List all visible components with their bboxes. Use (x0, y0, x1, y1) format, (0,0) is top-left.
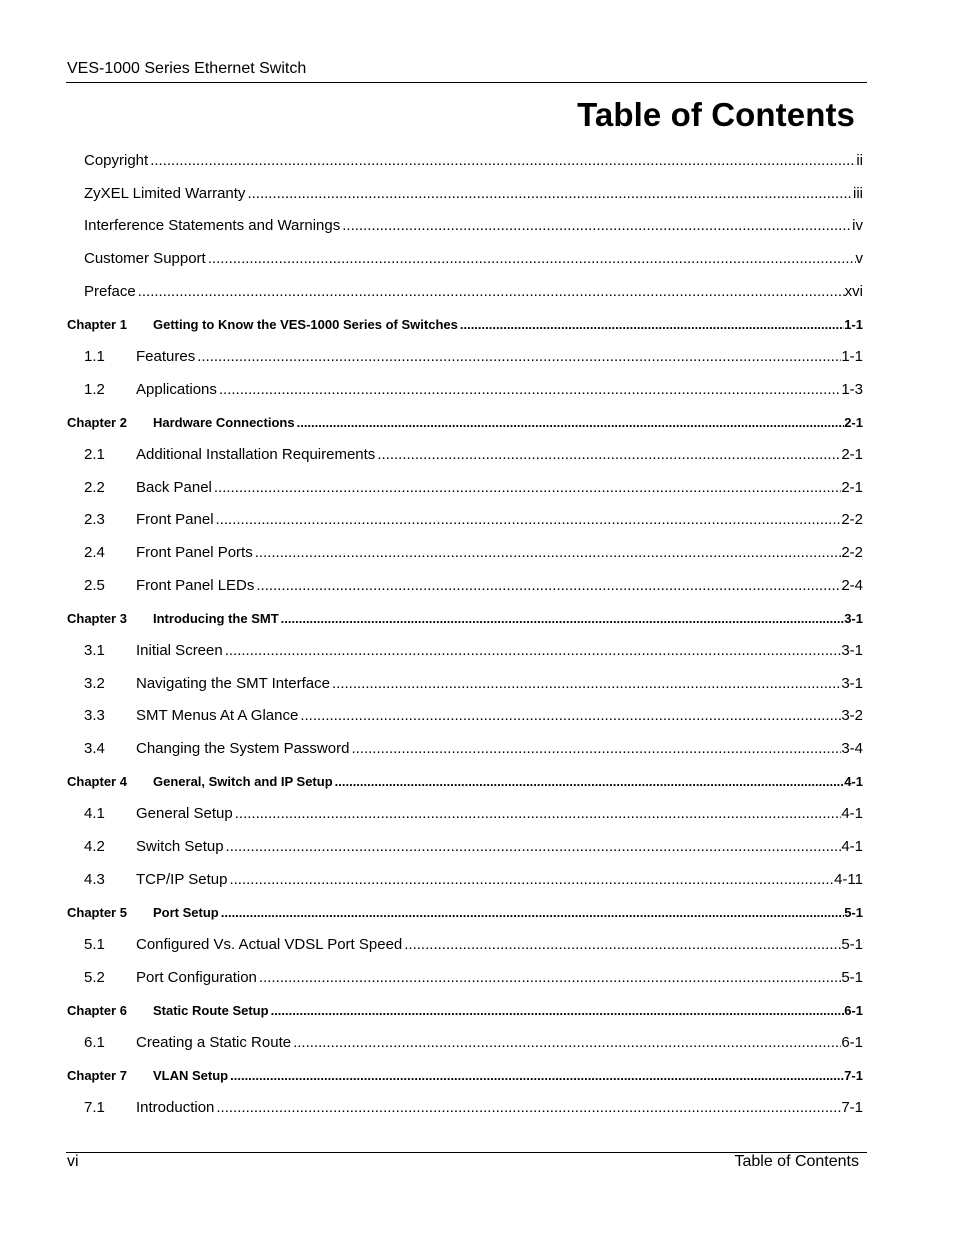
toc-section-number: 4.3 (84, 871, 105, 888)
toc-section-entry[interactable] (0, 346, 954, 368)
toc-section-entry[interactable] (0, 1032, 954, 1054)
toc-chapter-label: Chapter 5 (67, 905, 127, 920)
toc-entry-title: Changing the System Password (136, 740, 350, 757)
toc-entry-title: SMT Menus At A Glance (136, 707, 299, 724)
toc-entry-line (84, 281, 863, 303)
toc-section-entry[interactable] (0, 869, 954, 891)
toc-entry-title: Port Setup (153, 905, 219, 920)
toc-entry-line (136, 477, 863, 499)
toc-section-number: 2.4 (84, 544, 105, 561)
toc-chapter-label: Chapter 4 (67, 774, 127, 789)
toc-section-entry[interactable] (0, 705, 954, 727)
toc-entry-line (136, 1032, 863, 1054)
toc-entry-line (136, 1097, 863, 1119)
toc-dot-leader (214, 509, 842, 531)
toc-page-number: 2-1 (844, 415, 863, 430)
toc-entry-line (136, 869, 863, 891)
toc-entry-line (153, 902, 863, 924)
toc-entry-title: Hardware Connections (153, 415, 295, 430)
toc-dot-leader (214, 1097, 841, 1119)
toc-dot-leader (219, 902, 844, 924)
toc-dot-leader (233, 803, 842, 825)
footer-section-name: Table of Contents (734, 1153, 859, 1170)
toc-dot-leader (228, 1065, 844, 1087)
toc-entry-line (153, 314, 863, 336)
toc-entry-title: TCP/IP Setup (136, 871, 228, 888)
toc-section-number: 5.1 (84, 936, 105, 953)
toc-section-entry[interactable] (0, 477, 954, 499)
toc-section-number: 2.5 (84, 577, 105, 594)
toc-entry-title: General Setup (136, 805, 233, 822)
toc-dot-leader (224, 836, 842, 858)
toc-entry-line (136, 934, 863, 956)
toc-dot-leader (254, 575, 841, 597)
toc-entry-line (136, 673, 863, 695)
toc-entry-title: Configured Vs. Actual VDSL Port Speed (136, 936, 403, 953)
toc-entry-line (136, 803, 863, 825)
toc-section-number: 6.1 (84, 1034, 105, 1051)
toc-entry-title: Initial Screen (136, 642, 223, 659)
toc-section-entry[interactable] (0, 1097, 954, 1119)
toc-dot-leader (223, 640, 842, 662)
toc-dot-leader (227, 869, 834, 891)
toc-section-number: 5.2 (84, 969, 105, 986)
toc-dot-leader (195, 346, 841, 368)
toc-entry-line (136, 379, 863, 401)
toc-dot-leader (148, 150, 856, 172)
toc-entry-title: Additional Installation Requirements (136, 446, 376, 463)
toc-chapter-entry[interactable] (0, 902, 954, 924)
toc-section-entry[interactable] (0, 673, 954, 695)
toc-dot-leader (269, 1000, 845, 1022)
toc-section-entry[interactable] (0, 967, 954, 989)
toc-entry-line (153, 1000, 863, 1022)
toc-dot-leader (253, 542, 842, 564)
toc-page-number: 7-1 (841, 1099, 863, 1116)
toc-page-number: 2-2 (841, 511, 863, 528)
toc-entry-title: Applications (136, 381, 217, 398)
toc-entry-line (136, 575, 863, 597)
toc-page-number: v (855, 250, 863, 267)
footer-page-number: vi (67, 1153, 79, 1170)
toc-section-number: 3.3 (84, 707, 105, 724)
toc-section-entry[interactable] (0, 803, 954, 825)
toc-page-number: 2-1 (841, 479, 863, 496)
toc-page-number: ii (856, 152, 863, 169)
toc-entry-title: Preface (84, 283, 136, 300)
toc-page-number: 5-1 (844, 905, 863, 920)
toc-entry-line (136, 640, 863, 662)
toc-entry-title: Static Route Setup (153, 1003, 269, 1018)
toc-dot-leader (330, 673, 841, 695)
toc-entry-title: Customer Support (84, 250, 206, 267)
toc-entry-title: Back Panel (136, 479, 212, 496)
toc-entry-title: Getting to Know the VES-1000 Series of Switches (153, 317, 458, 332)
toc-chapter-label: Chapter 2 (67, 415, 127, 430)
toc-entry-line (84, 248, 863, 270)
toc-section-number: 3.1 (84, 642, 105, 659)
toc-page-number: 5-1 (841, 969, 863, 986)
toc-page-number: 2-2 (841, 544, 863, 561)
toc-section-number: 4.1 (84, 805, 105, 822)
toc-entry-line (136, 444, 863, 466)
toc-section-entry[interactable] (0, 444, 954, 466)
toc-page-number: 3-1 (844, 611, 863, 626)
toc-page-number: 6-1 (841, 1034, 863, 1051)
toc-page-number: 3-4 (841, 740, 863, 757)
toc-entry-title: Port Configuration (136, 969, 257, 986)
toc-front-entry[interactable] (0, 215, 954, 237)
toc-dot-leader (279, 608, 845, 630)
toc-page-number: 3-2 (841, 707, 863, 724)
toc-dot-leader (291, 1032, 841, 1054)
toc-section-entry[interactable] (0, 509, 954, 531)
toc-page-number: 6-1 (844, 1003, 863, 1018)
toc-page-number: 2-4 (841, 577, 863, 594)
toc-entry-title: Front Panel LEDs (136, 577, 255, 594)
toc-dot-leader (212, 477, 841, 499)
toc-dot-leader (402, 934, 841, 956)
toc-entry-line (153, 771, 863, 793)
toc-chapter-label: Chapter 3 (67, 611, 127, 626)
toc-entry-title: Introduction (136, 1099, 215, 1116)
toc-section-entry[interactable] (0, 640, 954, 662)
toc-section-number: 4.2 (84, 838, 105, 855)
toc-chapter-entry[interactable] (0, 412, 954, 434)
document-title: VES-1000 Series Ethernet Switch (67, 60, 307, 77)
toc-chapter-entry[interactable] (0, 1000, 954, 1022)
page-title: Table of Contents (577, 96, 855, 133)
toc-chapter-label: Chapter 7 (67, 1068, 127, 1083)
toc-section-number: 3.2 (84, 675, 105, 692)
toc-section-number: 1.1 (84, 348, 105, 365)
toc-section-entry[interactable] (0, 542, 954, 564)
toc-entry-line (153, 608, 863, 630)
toc-section-entry[interactable] (0, 575, 954, 597)
toc-entry-title: Front Panel (136, 511, 214, 528)
toc-entry-title: Creating a Static Route (136, 1034, 292, 1051)
toc-chapter-entry[interactable] (0, 771, 954, 793)
toc-section-entry[interactable] (0, 379, 954, 401)
toc-dot-leader (349, 738, 841, 760)
toc-entry-line (136, 967, 863, 989)
toc-entry-title: Introducing the SMT (153, 611, 279, 626)
toc-entry-title: Front Panel Ports (136, 544, 253, 561)
toc-entry-line (84, 183, 863, 205)
toc-page-number: 7-1 (844, 1068, 863, 1083)
toc-section-entry[interactable] (0, 934, 954, 956)
toc-front-entry[interactable] (0, 281, 954, 303)
toc-page-number: 5-1 (841, 936, 863, 953)
toc-front-entry[interactable] (0, 183, 954, 205)
toc-section-number: 2.2 (84, 479, 105, 496)
toc-page-number: 3-1 (841, 642, 863, 659)
toc-page-number: 4-1 (841, 838, 863, 855)
toc-entry-title: Features (136, 348, 196, 365)
toc-entry-line (136, 705, 863, 727)
toc-entry-title: Copyright (84, 152, 149, 169)
toc-section-number: 1.2 (84, 381, 105, 398)
toc-dot-leader (333, 771, 845, 793)
toc-dot-leader (257, 967, 841, 989)
toc-chapter-label: Chapter 6 (67, 1003, 127, 1018)
toc-page-number: 3-1 (841, 675, 863, 692)
toc-dot-leader (136, 281, 845, 303)
toc-dot-leader (295, 412, 845, 434)
toc-dot-leader (458, 314, 844, 336)
toc-dot-leader (298, 705, 841, 727)
toc-page-number: 1-1 (841, 348, 863, 365)
toc-chapter-entry[interactable] (0, 608, 954, 630)
toc-page-number: 4-11 (834, 871, 863, 888)
toc-section-number: 7.1 (84, 1099, 105, 1116)
toc-entry-title: VLAN Setup (153, 1068, 229, 1083)
toc-chapter-entry[interactable] (0, 1065, 954, 1087)
toc-chapter-label: Chapter 1 (67, 317, 127, 332)
toc-section-number: 3.4 (84, 740, 105, 757)
toc-entry-title: Switch Setup (136, 838, 224, 855)
toc-entry-line (153, 1065, 863, 1087)
toc-chapter-entry[interactable] (0, 314, 954, 336)
toc-section-number: 2.3 (84, 511, 105, 528)
toc-entry-title: Interference Statements and Warnings (84, 217, 341, 234)
toc-entry-line (136, 542, 863, 564)
toc-page-number: 2-1 (841, 446, 863, 463)
toc-dot-leader (206, 248, 856, 270)
toc-entry-line (84, 215, 863, 237)
toc-entry-line (136, 836, 863, 858)
toc-entry-title: ZyXEL Limited Warranty (84, 185, 246, 202)
toc-entry-line (136, 738, 863, 760)
toc-section-entry[interactable] (0, 738, 954, 760)
toc-entry-line (136, 509, 863, 531)
toc-page-number: iv (852, 217, 863, 234)
toc-page-number: 4-1 (841, 805, 863, 822)
toc-entry-title: General, Switch and IP Setup (153, 774, 333, 789)
toc-entry-line (136, 346, 863, 368)
toc-section-entry[interactable] (0, 836, 954, 858)
toc-section-number: 2.1 (84, 446, 105, 463)
toc-entry-line (153, 412, 863, 434)
toc-dot-leader (375, 444, 841, 466)
toc-dot-leader (245, 183, 853, 205)
toc-front-entry[interactable] (0, 248, 954, 270)
toc-entry-title: Navigating the SMT Interface (136, 675, 330, 692)
toc-dot-leader (217, 379, 841, 401)
toc-page-number: 1-1 (844, 317, 863, 332)
toc-page-number: 1-3 (841, 381, 863, 398)
toc-page-number: xvi (844, 283, 863, 300)
toc-entry-line (84, 150, 863, 172)
toc-dot-leader (340, 215, 852, 237)
toc-page-number: iii (853, 185, 863, 202)
toc-front-entry[interactable] (0, 150, 954, 172)
toc-page-number: 4-1 (844, 774, 863, 789)
